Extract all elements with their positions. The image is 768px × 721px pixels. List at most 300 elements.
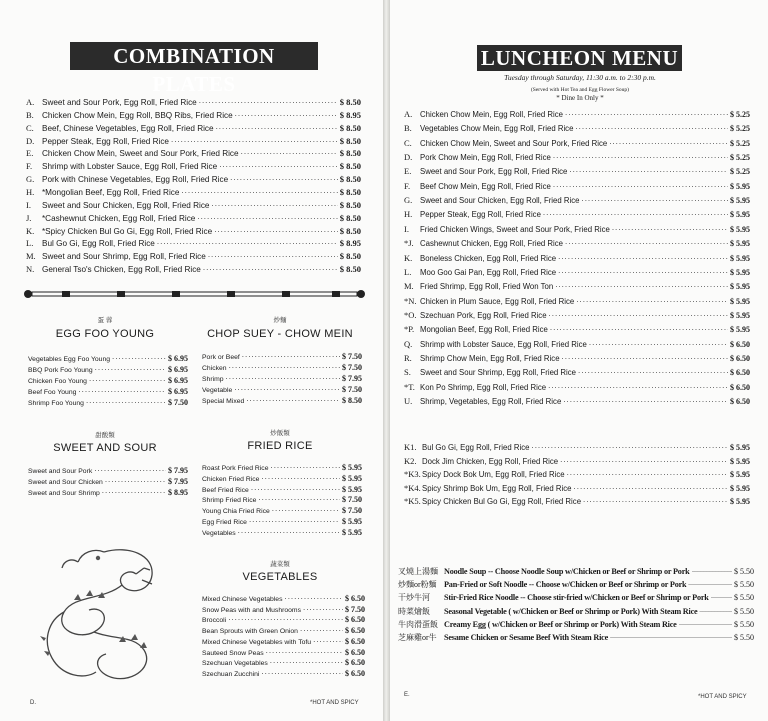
item-name: Vegetable (202, 387, 233, 394)
item-price: $ 5.95 (730, 296, 750, 306)
dot-leader (235, 109, 338, 118)
lunch-row (404, 266, 750, 278)
dot-leader (576, 295, 728, 304)
item-price: $ 5.95 (730, 497, 750, 506)
dot-leader (558, 252, 728, 261)
vegetables-row (202, 635, 365, 646)
item-price: $ 5.95 (730, 310, 750, 320)
dot-leader (270, 461, 340, 470)
item-price: $ 6.95 (168, 365, 188, 374)
item-price: $ 8.50 (339, 212, 361, 223)
dot-leader (549, 309, 728, 318)
fried-rice-row (202, 461, 362, 472)
item-name: Snow Peas with and Mushrooms (202, 606, 301, 614)
dot-leader (565, 237, 728, 246)
item-letter: F. (404, 180, 411, 191)
item-price: $ 8.50 (339, 186, 361, 197)
dot-leader (258, 493, 340, 502)
item-letter: L. (404, 266, 412, 277)
item-name: Stir-Fried Rice Noodle -- Choose stir-fried w/Chicken or Beef or Shrimp or Pork (444, 593, 709, 603)
fried-rice-row (202, 526, 362, 537)
item-name: *Cashewnut Chicken, Egg Roll, Fried Rice (42, 213, 196, 223)
dot-leader (303, 603, 343, 612)
item-price: $ 6.95 (168, 387, 188, 396)
item-name: Pan-Fried or Soft Noodle -- Choose w/Chicken or Beef or Shrimp or Pork (444, 580, 687, 590)
item-price: $ 5.50 (734, 606, 754, 616)
item-letter: M. (404, 281, 414, 292)
item-name: *Mongolian Beef, Egg Roll, Fried Rice (42, 187, 180, 197)
item-name: Spicy Shrimp Bok Um, Egg Roll, Fried Rice (422, 483, 572, 493)
item-price: $ 5.95 (730, 196, 750, 206)
item-name: Noodle Soup -- Choose Noodle Soup w/Chicken or Beef or Shrimp or Pork (444, 567, 690, 576)
lunch-row (404, 280, 750, 292)
item-name: Shrimp with Lobster Sauce, Egg Roll, Fried Rice (42, 162, 218, 172)
chop-suey-row (202, 394, 362, 405)
dot-leader (181, 186, 337, 195)
dot-leader (95, 363, 166, 372)
item-price: $ 7.50 (345, 604, 365, 614)
korean-lunch-row (404, 468, 750, 480)
egg-foo-young-row (28, 385, 188, 396)
dot-leader (609, 137, 728, 146)
dot-leader (102, 486, 166, 495)
item-name: Szechuan Pork, Egg Roll, Fried Rice (420, 310, 547, 320)
dot-leader (575, 122, 728, 131)
sweet-and-sour-zh: 甜酸類 (95, 432, 115, 439)
vegetables-row (202, 592, 365, 603)
item-price: $ 6.95 (168, 354, 188, 363)
dot-leader (531, 441, 728, 450)
item-name: Sweet and Sour Shrimp, Egg Roll, Fried Rice (42, 252, 206, 262)
combo-row (26, 263, 361, 275)
dot-leader (581, 194, 728, 203)
noodle-row (398, 578, 754, 590)
combo-row (26, 109, 361, 121)
lunch-row (404, 208, 750, 220)
item-price: $ 5.25 (730, 167, 750, 177)
item-price: $ 5.95 (730, 282, 750, 292)
vegetables-row (202, 624, 365, 635)
fried-rice-title: FRIED RICE (247, 440, 313, 452)
item-name: Dock Jim Chicken, Egg Roll, Fried Rice (422, 456, 559, 466)
dot-leader (261, 667, 343, 676)
dot-leader (692, 565, 733, 574)
item-name: Chicken (202, 365, 227, 372)
item-name: Shrimp with Lobster Sauce, Egg Roll, Fried Rice (420, 339, 587, 349)
item-name: Shrimp Fried Rice (202, 497, 257, 505)
item-price: $ 5.95 (730, 210, 750, 220)
item-name: Boneless Chicken, Egg Roll, Fried Rice (420, 253, 557, 263)
item-letter: H. (404, 209, 413, 220)
item-name: Sauteed Snow Peas (202, 649, 264, 657)
egg-foo-young-row (28, 363, 188, 374)
dot-leader (219, 160, 338, 169)
item-name: Sweet and Sour Shrimp, Egg Roll, Fried Rice (420, 368, 577, 378)
item-letter: C. (26, 122, 34, 133)
item-letter: G. (26, 174, 35, 185)
dot-leader (86, 396, 166, 405)
item-price: $ 6.50 (730, 339, 750, 349)
dot-leader (157, 237, 338, 246)
dot-leader (699, 605, 732, 614)
korean-lunch-row (404, 495, 750, 507)
item-name: Sweet and Sour Pork (28, 468, 93, 475)
item-name: *Spicy Chicken Bul Go Gi, Egg Roll, Fried Rice (42, 226, 213, 236)
item-chinese-name: 叉燒上湯麵 (398, 567, 438, 576)
item-name: Bul Go Gi, Egg Roll, Fried Rice (42, 239, 155, 249)
lunch-row (404, 352, 750, 364)
item-price: $ 5.95 (730, 456, 750, 466)
item-name: Seasonal Vegetable ( w/Chicken or Beef or Shrimp or Pork) With Steam Rice (444, 606, 698, 616)
korean-lunch-row (404, 455, 750, 467)
item-price: $ 7.50 (168, 398, 188, 407)
item-name: Sesame Chicken or Sesame Beef With Steam Rice (444, 633, 609, 642)
fried-rice-zh: 炒飯類 (270, 430, 290, 437)
item-name: Pork Chow Mein, Egg Roll, Fried Rice (420, 153, 551, 163)
item-name: Spicy Chicken Bul Go Gi, Egg Roll, Fried Rice (422, 497, 582, 506)
dot-leader (569, 165, 728, 174)
dot-leader (583, 495, 728, 504)
fried-rice-row (202, 483, 362, 494)
item-name: Broccoli (202, 617, 227, 625)
item-name: Moo Goo Gai Pan, Egg Roll, Fried Rice (420, 267, 557, 277)
korean-lunch-row (404, 482, 750, 494)
lunch-row (404, 309, 750, 321)
dot-leader (229, 361, 340, 370)
dot-leader (589, 338, 728, 347)
dot-leader (284, 592, 343, 601)
item-letter: K1. (404, 442, 417, 452)
dot-leader (89, 374, 166, 383)
item-name: Mixed Chinese Vegetables with Tofu (202, 638, 312, 646)
item-price: $ 7.50 (342, 506, 362, 516)
egg-foo-young-row (28, 352, 188, 363)
item-price: $ 8.95 (339, 109, 361, 120)
item-letter: R. (404, 352, 412, 363)
item-price: $ 8.50 (342, 396, 362, 405)
dot-leader (246, 394, 340, 403)
dot-leader (203, 263, 338, 272)
sweet-and-sour-row (28, 486, 188, 497)
dot-leader (550, 323, 728, 332)
lunch-row (404, 338, 750, 350)
item-letter: Q. (404, 338, 413, 349)
item-price: $ 5.25 (730, 153, 750, 163)
dot-leader (543, 208, 728, 217)
item-price: $ 7.95 (168, 477, 188, 486)
item-letter: N. (26, 264, 35, 275)
item-price: $ 6.50 (730, 382, 750, 392)
item-price: $ 5.95 (730, 325, 750, 335)
item-letter: H. (26, 186, 35, 197)
item-price: $ 7.95 (168, 466, 188, 475)
item-letter: *N. (404, 295, 417, 306)
item-price: $ 5.95 (730, 470, 750, 479)
dot-leader (612, 223, 728, 232)
dot-leader (216, 122, 338, 131)
dot-leader (565, 108, 728, 117)
item-letter: D. (404, 152, 413, 163)
sweet-and-sour-row (28, 475, 188, 486)
left-hot-spicy-note: *HOT AND SPICY (310, 700, 359, 706)
item-price: $ 5.95 (730, 443, 750, 452)
lunch-row (404, 237, 750, 249)
lunch-hours: Tuesday through Saturday, 11:30 a.m. to 2:30 p.m. (504, 73, 656, 82)
item-name: Szechuan Vegetables (202, 660, 268, 668)
dot-leader (574, 482, 729, 491)
item-name: Mixed Chinese Vegetables (202, 596, 283, 603)
item-price: $ 5.95 (342, 463, 362, 472)
lunch-row (404, 180, 750, 192)
noodle-row (398, 565, 754, 577)
item-name: Vegetables (202, 529, 236, 537)
chop-suey-row (202, 350, 362, 361)
vegetables-row (202, 613, 365, 624)
item-name: Sweet and Sour Shrimp (28, 490, 100, 497)
dot-leader (300, 624, 343, 633)
chop-suey-zh: 炒麵 (273, 317, 287, 324)
item-name: Shrimp Chow Mein, Egg Roll, Fried Rice (420, 353, 560, 363)
lunch-row (404, 151, 750, 163)
item-letter: C. (404, 137, 412, 148)
right-page (390, 0, 768, 721)
item-price: $ 6.50 (345, 626, 365, 636)
item-price: $ 8.95 (339, 238, 361, 249)
item-letter: *T. (404, 381, 415, 392)
dot-leader (313, 635, 343, 644)
combo-row (26, 160, 361, 172)
item-name: Egg Fried Rice (202, 519, 247, 526)
item-price: $ 5.25 (730, 124, 750, 134)
item-price: $ 5.95 (342, 527, 362, 537)
item-name: Fried Shrimp, Egg Roll, Fried Won Ton (420, 282, 554, 292)
vegetables-row (202, 667, 365, 678)
dot-leader (230, 173, 338, 182)
item-price: $ 8.50 (339, 199, 361, 210)
dot-leader (171, 135, 338, 144)
noodle-row (398, 605, 754, 617)
combo-row (26, 96, 361, 108)
dot-leader (78, 385, 166, 394)
item-letter: *J. (404, 238, 414, 249)
dot-leader (197, 212, 337, 221)
combo-row (26, 186, 361, 198)
lunch-row (404, 223, 750, 235)
item-name: Creamy Egg ( w/Chicken or Beef or Shrimp or Pork) With Steam Rice (444, 619, 677, 629)
decorative-border-ornament (22, 288, 367, 300)
item-letter: I. (26, 199, 31, 210)
noodle-row (398, 631, 754, 643)
item-price: $ 7.50 (342, 363, 362, 372)
egg-foo-young-zh: 蛋 蓉 (97, 317, 113, 324)
item-name: Vegetables Egg Foo Young (28, 356, 111, 363)
item-name: Sweet and Sour Pork, Egg Roll, Fried Rice (420, 167, 568, 177)
item-name: Vegetables Chow Mein, Egg Roll, Fried Rice (420, 124, 574, 134)
lunch-row (404, 366, 750, 378)
item-name: Spicy Dock Bok Um, Egg Roll, Fried Rice (422, 470, 565, 479)
dot-leader (211, 199, 337, 208)
dot-leader (610, 631, 732, 640)
dot-leader (226, 372, 340, 381)
item-price: $ 5.95 (730, 239, 750, 249)
item-letter: F. (26, 161, 33, 172)
dot-leader (234, 383, 340, 392)
item-name: General Tso's Chicken, Egg Roll, Fried Rice (42, 265, 201, 275)
right-hot-spicy-note: *HOT AND SPICY (698, 694, 747, 700)
item-price: $ 5.95 (342, 484, 362, 494)
item-price: $ 7.50 (342, 495, 362, 505)
dot-leader (555, 280, 728, 289)
item-price: $ 6.50 (345, 668, 365, 678)
item-letter: *P. (404, 324, 415, 335)
fried-rice-row (202, 493, 362, 504)
lunch-row (404, 165, 750, 177)
item-name: Pepper Steak, Egg Roll, Fried Rice (42, 136, 169, 146)
item-name: Shrimp, Vegetables, Egg Roll, Fried Rice (420, 397, 562, 406)
item-price: $ 8.95 (168, 488, 188, 497)
item-letter: *O. (404, 309, 417, 320)
item-price: $ 5.50 (734, 593, 754, 603)
egg-foo-young-row (28, 396, 188, 407)
item-chinese-name: 干炒牛河 (398, 593, 430, 603)
item-name: Chicken in Plum Sauce, Egg Roll, Fried Rice (420, 296, 575, 306)
dot-leader (228, 613, 343, 622)
item-letter: D. (26, 135, 35, 146)
item-name: Bean Sprouts with Green Onion (202, 628, 298, 636)
item-price: $ 8.50 (339, 97, 361, 107)
item-price: $ 8.50 (339, 135, 361, 146)
item-letter: E. (26, 148, 34, 159)
luncheon-menu-banner: LUNCHEON MENU (477, 45, 682, 71)
item-price: $ 5.50 (734, 567, 754, 576)
combination-plates-banner: COMBINATION PLATES (70, 42, 318, 70)
item-price: $ 5.95 (730, 181, 750, 191)
item-price: $ 7.95 (342, 374, 362, 383)
dot-leader (249, 515, 340, 524)
item-name: Chicken Fried Rice (202, 475, 260, 483)
lunch-row (404, 108, 750, 120)
item-price: $ 8.50 (339, 122, 361, 133)
item-name: Beef Chow Mein, Egg Roll, Fried Rice (420, 181, 551, 191)
item-name: Special Mixed (202, 398, 245, 405)
vegetables-row (202, 603, 365, 614)
item-price: $ 5.95 (342, 517, 362, 526)
item-price: $ 5.50 (734, 633, 754, 642)
dot-leader (261, 472, 340, 481)
item-name: Sweet and Sour Chicken, Egg Roll, Fried Rice (42, 200, 210, 210)
book-spine (383, 0, 390, 721)
lunch-served-with: (Served with Hot Tea and Egg Flower Soup) (530, 87, 630, 93)
item-letter: A. (404, 109, 413, 119)
item-letter: E. (404, 166, 412, 177)
item-name: Beef Fried Rice (202, 486, 249, 494)
combo-row (26, 122, 361, 134)
item-price: $ 6.50 (345, 658, 365, 668)
item-name: Sweet and Sour Pork, Egg Roll, Fried Rice (42, 98, 197, 107)
dot-leader (562, 352, 728, 361)
item-name: Sweet and Sour Chicken, Egg Roll, Fried Rice (420, 196, 580, 206)
dot-leader (199, 96, 338, 105)
sweet-and-sour-title: SWEET AND SOUR (53, 442, 157, 454)
item-letter: U. (404, 396, 413, 406)
dot-leader (548, 381, 728, 390)
lunch-row (404, 137, 750, 149)
combo-row (26, 173, 361, 185)
item-price: $ 8.50 (339, 264, 361, 275)
item-price: $ 5.95 (730, 267, 750, 277)
item-chinese-name: 牛肉滑蛋飯 (398, 619, 438, 629)
item-chinese-name: 芝麻雞or牛 (398, 633, 437, 642)
dot-leader (553, 151, 728, 160)
dine-in-only: * Dine In Only * (556, 94, 604, 102)
item-price: $ 6.95 (168, 376, 188, 385)
left-page-number: D. (30, 700, 36, 706)
item-name: Szechuan Zucchini (202, 670, 260, 678)
item-price: $ 6.50 (345, 636, 365, 646)
item-name: BBQ Pork Foo Young (28, 367, 93, 374)
item-letter: J. (26, 212, 32, 223)
item-letter: S. (404, 367, 411, 378)
item-price: $ 6.50 (345, 594, 365, 603)
dot-leader (679, 618, 732, 627)
item-name: Kon Po Shrimp, Egg Roll, Fried Rice (420, 382, 547, 392)
dot-leader (241, 147, 338, 156)
combo-row (26, 250, 361, 262)
item-name: Shrimp Foo Young (28, 400, 84, 407)
item-letter: I. (404, 223, 409, 234)
item-price: $ 5.25 (730, 138, 750, 148)
item-name: Roast Pork Fried Rice (202, 465, 269, 472)
left-page (0, 0, 383, 721)
item-price: $ 6.50 (730, 397, 750, 406)
right-page-number: E. (404, 692, 410, 698)
dot-leader (560, 455, 728, 464)
combo-row (26, 147, 361, 159)
item-name: Cashewnut Chicken, Egg Roll, Fried Rice (420, 239, 564, 249)
item-price: $ 6.50 (730, 353, 750, 363)
item-name: Sweet and Sour Chicken (28, 479, 103, 486)
dot-leader (208, 250, 338, 259)
item-price: $ 5.25 (730, 110, 750, 119)
dot-leader (272, 504, 340, 513)
item-price: $ 8.50 (339, 225, 361, 236)
item-letter: *K4. (404, 482, 421, 493)
item-name: Pepper Steak, Egg Roll, Fried Rice (420, 210, 541, 220)
egg-foo-young-row (28, 374, 188, 385)
combo-row (26, 212, 361, 224)
item-price: $ 6.50 (345, 647, 365, 657)
item-name: Beef, Chinese Vegetables, Egg Roll, Fried Rice (42, 123, 214, 133)
item-price: $ 5.95 (730, 483, 750, 493)
item-letter: *K3. (404, 469, 421, 479)
item-letter: M. (26, 251, 36, 262)
item-letter: G. (404, 195, 413, 206)
item-price: $ 6.50 (345, 615, 365, 625)
item-chinese-name: 時菜燴飯 (398, 606, 430, 616)
chop-suey-title: CHOP SUEY - CHOW MEIN (207, 328, 353, 340)
dot-leader (112, 352, 166, 361)
item-name: Young Chia Fried Rice (202, 508, 270, 516)
dot-leader (558, 266, 728, 275)
item-name: Pork with Chinese Vegetables, Egg Roll, Fried Rice (42, 175, 229, 185)
item-name: Chicken Chow Mein, Sweet and Sour Pork, Fried Rice (420, 138, 608, 148)
combo-row (26, 199, 361, 211)
chop-suey-row (202, 361, 362, 372)
lunch-row (404, 122, 750, 134)
dot-leader (270, 656, 343, 665)
lunch-row (404, 323, 750, 335)
dot-leader (553, 180, 728, 189)
